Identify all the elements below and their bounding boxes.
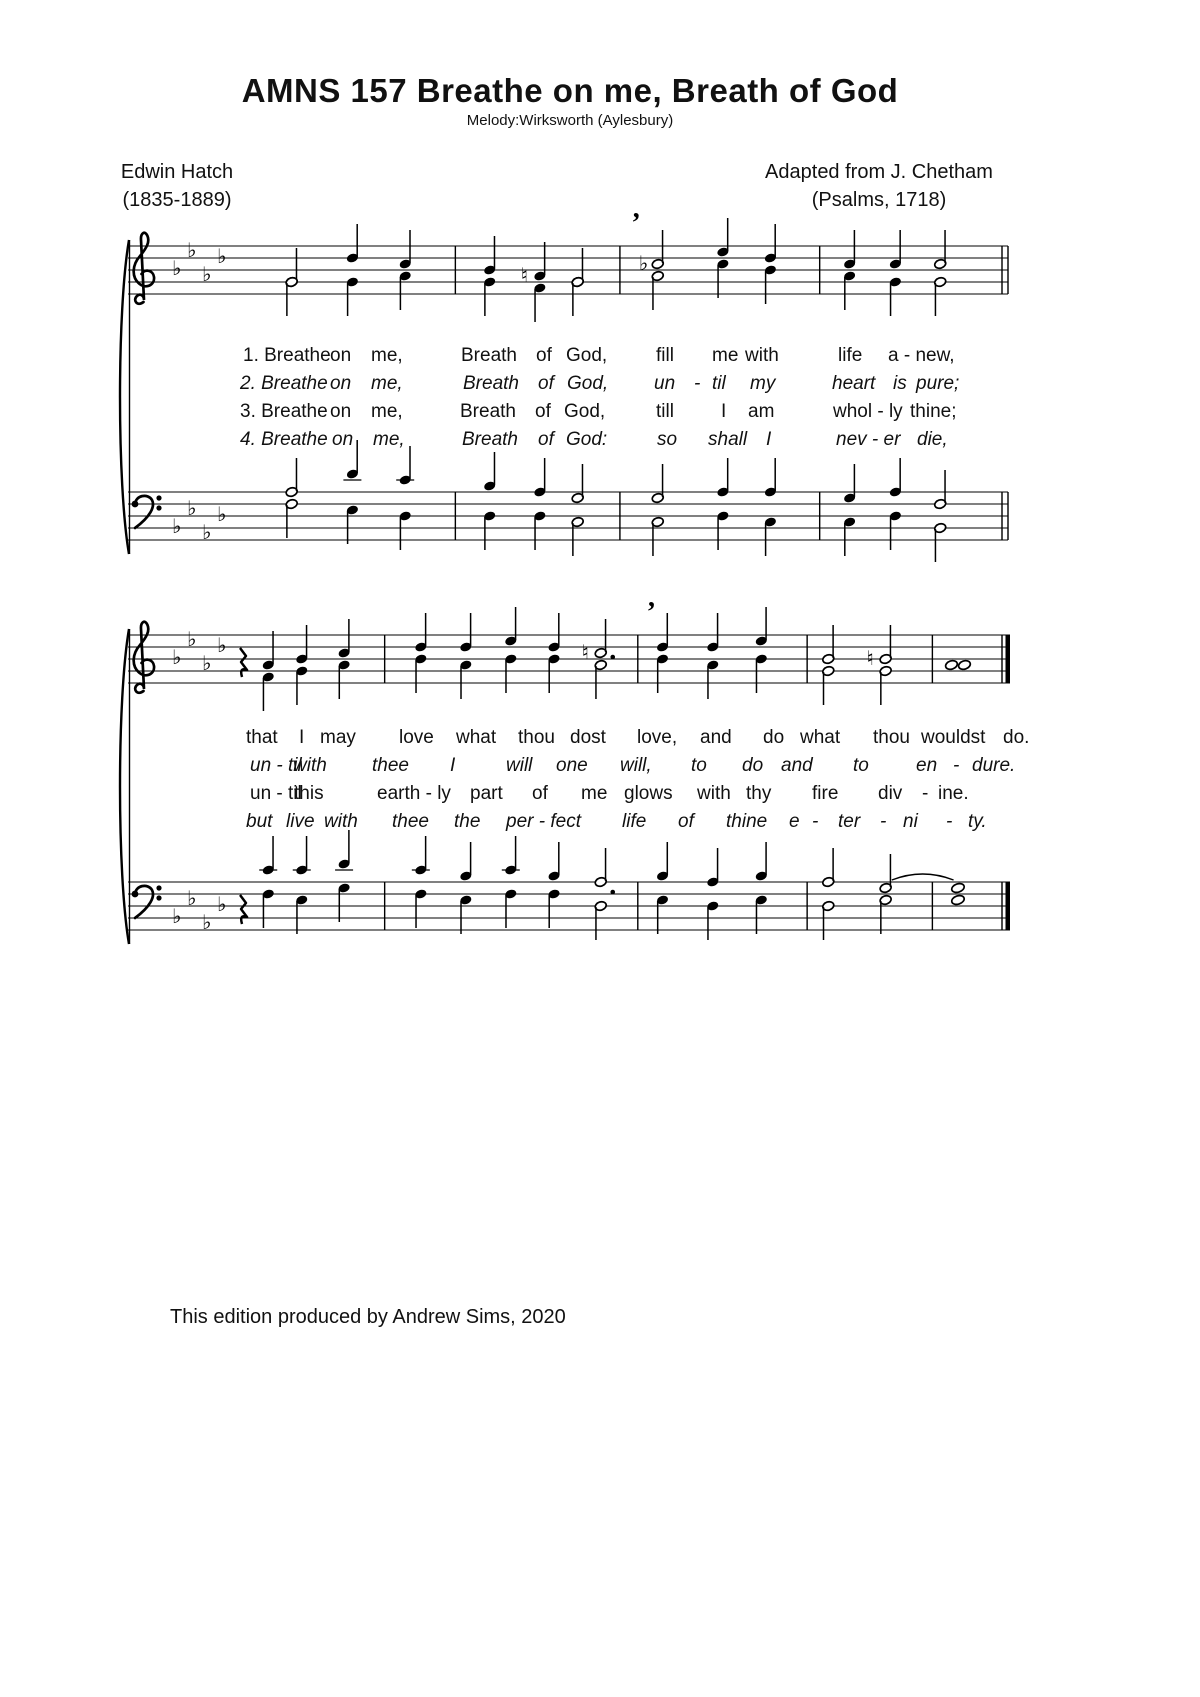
lyric-word: div	[878, 783, 903, 804]
lyric-word: thou	[518, 727, 555, 748]
treble-clef-icon	[134, 233, 154, 304]
lyric-word: ni	[903, 811, 918, 832]
lyric-word: -	[946, 811, 953, 832]
lyric-word: what	[456, 727, 497, 748]
lyric-word: do	[742, 755, 764, 776]
lyric-word: e	[789, 811, 800, 832]
quarter-rest-icon	[240, 648, 247, 677]
lyric-word: Breath	[460, 401, 516, 422]
lyric-word: God,	[564, 401, 606, 422]
lyric-word: live	[286, 811, 315, 832]
lyric-word: my	[750, 373, 776, 394]
lyric-word: with	[324, 811, 358, 832]
lyric-word: thy	[746, 783, 772, 804]
flat-icon: ♭	[202, 520, 212, 544]
lyric-word: thou	[873, 727, 910, 748]
lyric-word: will	[506, 755, 533, 776]
lyric-word: am	[748, 401, 775, 422]
lyric-word: on	[332, 429, 354, 450]
treble-clef-icon	[134, 622, 154, 693]
lyric-word: me,	[371, 401, 403, 422]
composer-name: Adapted from J. Chetham	[765, 161, 993, 183]
lyric-word: thine	[726, 811, 768, 832]
lyric-word: me	[712, 345, 739, 366]
lyric-word: ter	[838, 811, 861, 832]
flat-icon: ♭	[187, 238, 197, 262]
lyric-word: 4. Breathe	[240, 429, 328, 450]
lyric-word: do	[763, 727, 785, 748]
lyric-word: of	[536, 345, 552, 366]
flat-icon: ♭	[172, 256, 182, 280]
lyric-word: un - til	[250, 755, 302, 776]
system-1-treble-staff	[113, 184, 1023, 359]
lyric-word: one	[556, 755, 588, 776]
lyric-word: Breath	[463, 373, 519, 394]
note-head	[951, 882, 966, 894]
lyric-word: -	[880, 811, 887, 832]
lyric-word: 1. Breathe	[243, 345, 331, 366]
lyric-word: die,	[917, 429, 948, 450]
lyric-word: the	[454, 811, 481, 832]
lyric-word: I	[299, 727, 305, 748]
lyric-word: Breath	[462, 429, 518, 450]
lyric-word: thine;	[910, 401, 957, 422]
lyric-word: life	[622, 811, 647, 832]
melody-subtitle: Melody:Wirksworth (Aylesbury)	[466, 112, 674, 129]
lyric-word: wouldst	[921, 727, 986, 748]
edition-credit: This edition produced by Andrew Sims, 2020	[170, 1306, 566, 1328]
composer-source: (Psalms, 1718)	[811, 189, 947, 211]
lyric-word: me,	[371, 373, 403, 394]
lyric-word: -	[812, 811, 819, 832]
lyric-word: to	[853, 755, 869, 776]
lyric-word: dure.	[972, 755, 1016, 776]
lyric-word: fire	[812, 783, 839, 804]
lyric-word: pure;	[916, 373, 960, 394]
flat-icon: ♭	[202, 910, 212, 934]
quarter-rest-icon	[240, 895, 247, 924]
lyric-word: un - til	[250, 783, 302, 804]
lyric-word: a - new,	[888, 345, 955, 366]
lyric-word: love,	[637, 727, 678, 748]
lyric-word: thee	[372, 755, 409, 776]
lyric-word: earth - ly	[377, 783, 451, 804]
lyric-word: and	[700, 727, 732, 748]
lyric-word: me,	[371, 345, 403, 366]
bass-clef-icon	[135, 886, 153, 918]
flat-icon: ♭	[217, 502, 227, 526]
bass-clef-icon	[135, 496, 153, 528]
lyric-line-1-3	[0, 401, 1200, 427]
system-brace-2	[114, 629, 131, 944]
lyric-word: God,	[566, 345, 608, 366]
lyric-word: 2. Breathe	[240, 373, 328, 394]
lyric-word: heart	[832, 373, 876, 394]
breath-mark-icon: ’	[646, 597, 656, 628]
lyric-word: 3. Breathe	[240, 401, 328, 422]
lyricist-name: Edwin Hatch	[120, 161, 234, 183]
system-brace-1	[114, 240, 131, 554]
lyric-word: -	[953, 755, 960, 776]
lyric-word: ty.	[968, 811, 987, 832]
lyric-word: of	[678, 811, 694, 832]
natural-icon: ♮	[581, 640, 589, 664]
flat-icon: ♭	[217, 892, 227, 916]
lyricist-dates: (1835-1889)	[122, 189, 232, 211]
flat-icon: ♭	[202, 651, 212, 675]
lyric-line-1-2	[0, 373, 1200, 399]
lyric-word: to	[691, 755, 707, 776]
flat-icon: ♭	[187, 886, 197, 910]
lyric-word: what	[800, 727, 841, 748]
natural-icon: ♮	[520, 263, 528, 287]
lyric-line-2-2	[0, 755, 1200, 781]
system-2-bass-staff	[113, 820, 1025, 995]
lyric-word: God,	[567, 373, 609, 394]
lyric-word: en	[916, 755, 938, 776]
note-head	[951, 894, 966, 906]
flat-icon: ♭	[187, 627, 197, 651]
lyric-word: of	[538, 373, 554, 394]
lyric-word: till	[656, 401, 674, 422]
lyric-word: I	[766, 429, 772, 450]
lyric-word: with	[293, 755, 327, 776]
lyric-word: me	[581, 783, 608, 804]
lyric-word: dost	[570, 727, 606, 748]
lyric-word: on	[330, 345, 352, 366]
lyric-word: of	[535, 401, 551, 422]
note-head	[957, 659, 971, 671]
natural-icon: ♮	[866, 646, 874, 670]
lyric-line-2-3	[0, 783, 1200, 809]
lyric-word: with	[745, 345, 779, 366]
lyric-word: -	[922, 783, 929, 804]
lyric-word: ine.	[938, 783, 969, 804]
lyric-word: that	[246, 727, 278, 748]
lyric-word: of	[538, 429, 554, 450]
lyric-word: and	[781, 755, 813, 776]
lyric-word: per - fect	[506, 811, 581, 832]
lyric-word: love	[399, 727, 434, 748]
lyric-word: God:	[566, 429, 608, 450]
lyric-word: this	[294, 783, 324, 804]
lyric-word: is	[893, 373, 907, 394]
flat-icon: ♭	[172, 904, 182, 928]
lyric-word: do.	[1003, 727, 1030, 748]
flat-icon: ♭	[172, 645, 182, 669]
lyric-word: thee	[392, 811, 429, 832]
page-title: AMNS 157 Breathe on me, Breath of God	[241, 72, 899, 109]
flat-icon: ♭	[217, 244, 227, 268]
lyric-word: but	[246, 811, 273, 832]
lyric-word: nev - er	[836, 429, 901, 450]
system-2-treble-staff	[113, 573, 1025, 748]
lyric-word: may	[320, 727, 356, 748]
lyric-word: shall	[708, 429, 748, 450]
lyric-word: -	[694, 373, 701, 394]
lyric-word: on	[330, 401, 352, 422]
lyric-word: part	[470, 783, 503, 804]
breath-mark-icon: ’	[631, 208, 641, 239]
lyric-word: so	[657, 429, 678, 450]
lyric-word: of	[532, 783, 548, 804]
flat-icon: ♭	[202, 262, 212, 286]
flat-icon: ♭	[217, 633, 227, 657]
lyric-word: I	[450, 755, 456, 776]
lyric-word: with	[697, 783, 731, 804]
lyric-word: life	[838, 345, 863, 366]
flat-icon: ♭	[638, 251, 649, 275]
lyric-word: me,	[373, 429, 405, 450]
note-head	[944, 659, 958, 671]
lyric-word: Breath	[461, 345, 517, 366]
lyric-word: til	[712, 373, 726, 394]
lyric-word: un	[654, 373, 676, 394]
flat-icon: ♭	[187, 496, 197, 520]
lyric-word: fill	[656, 345, 674, 366]
lyric-word: on	[330, 373, 352, 394]
lyric-word: will,	[620, 755, 652, 776]
lyric-word: whol - ly	[833, 401, 903, 422]
lyric-word: glows	[624, 783, 673, 804]
flat-icon: ♭	[172, 514, 182, 538]
lyric-word: I	[721, 401, 727, 422]
